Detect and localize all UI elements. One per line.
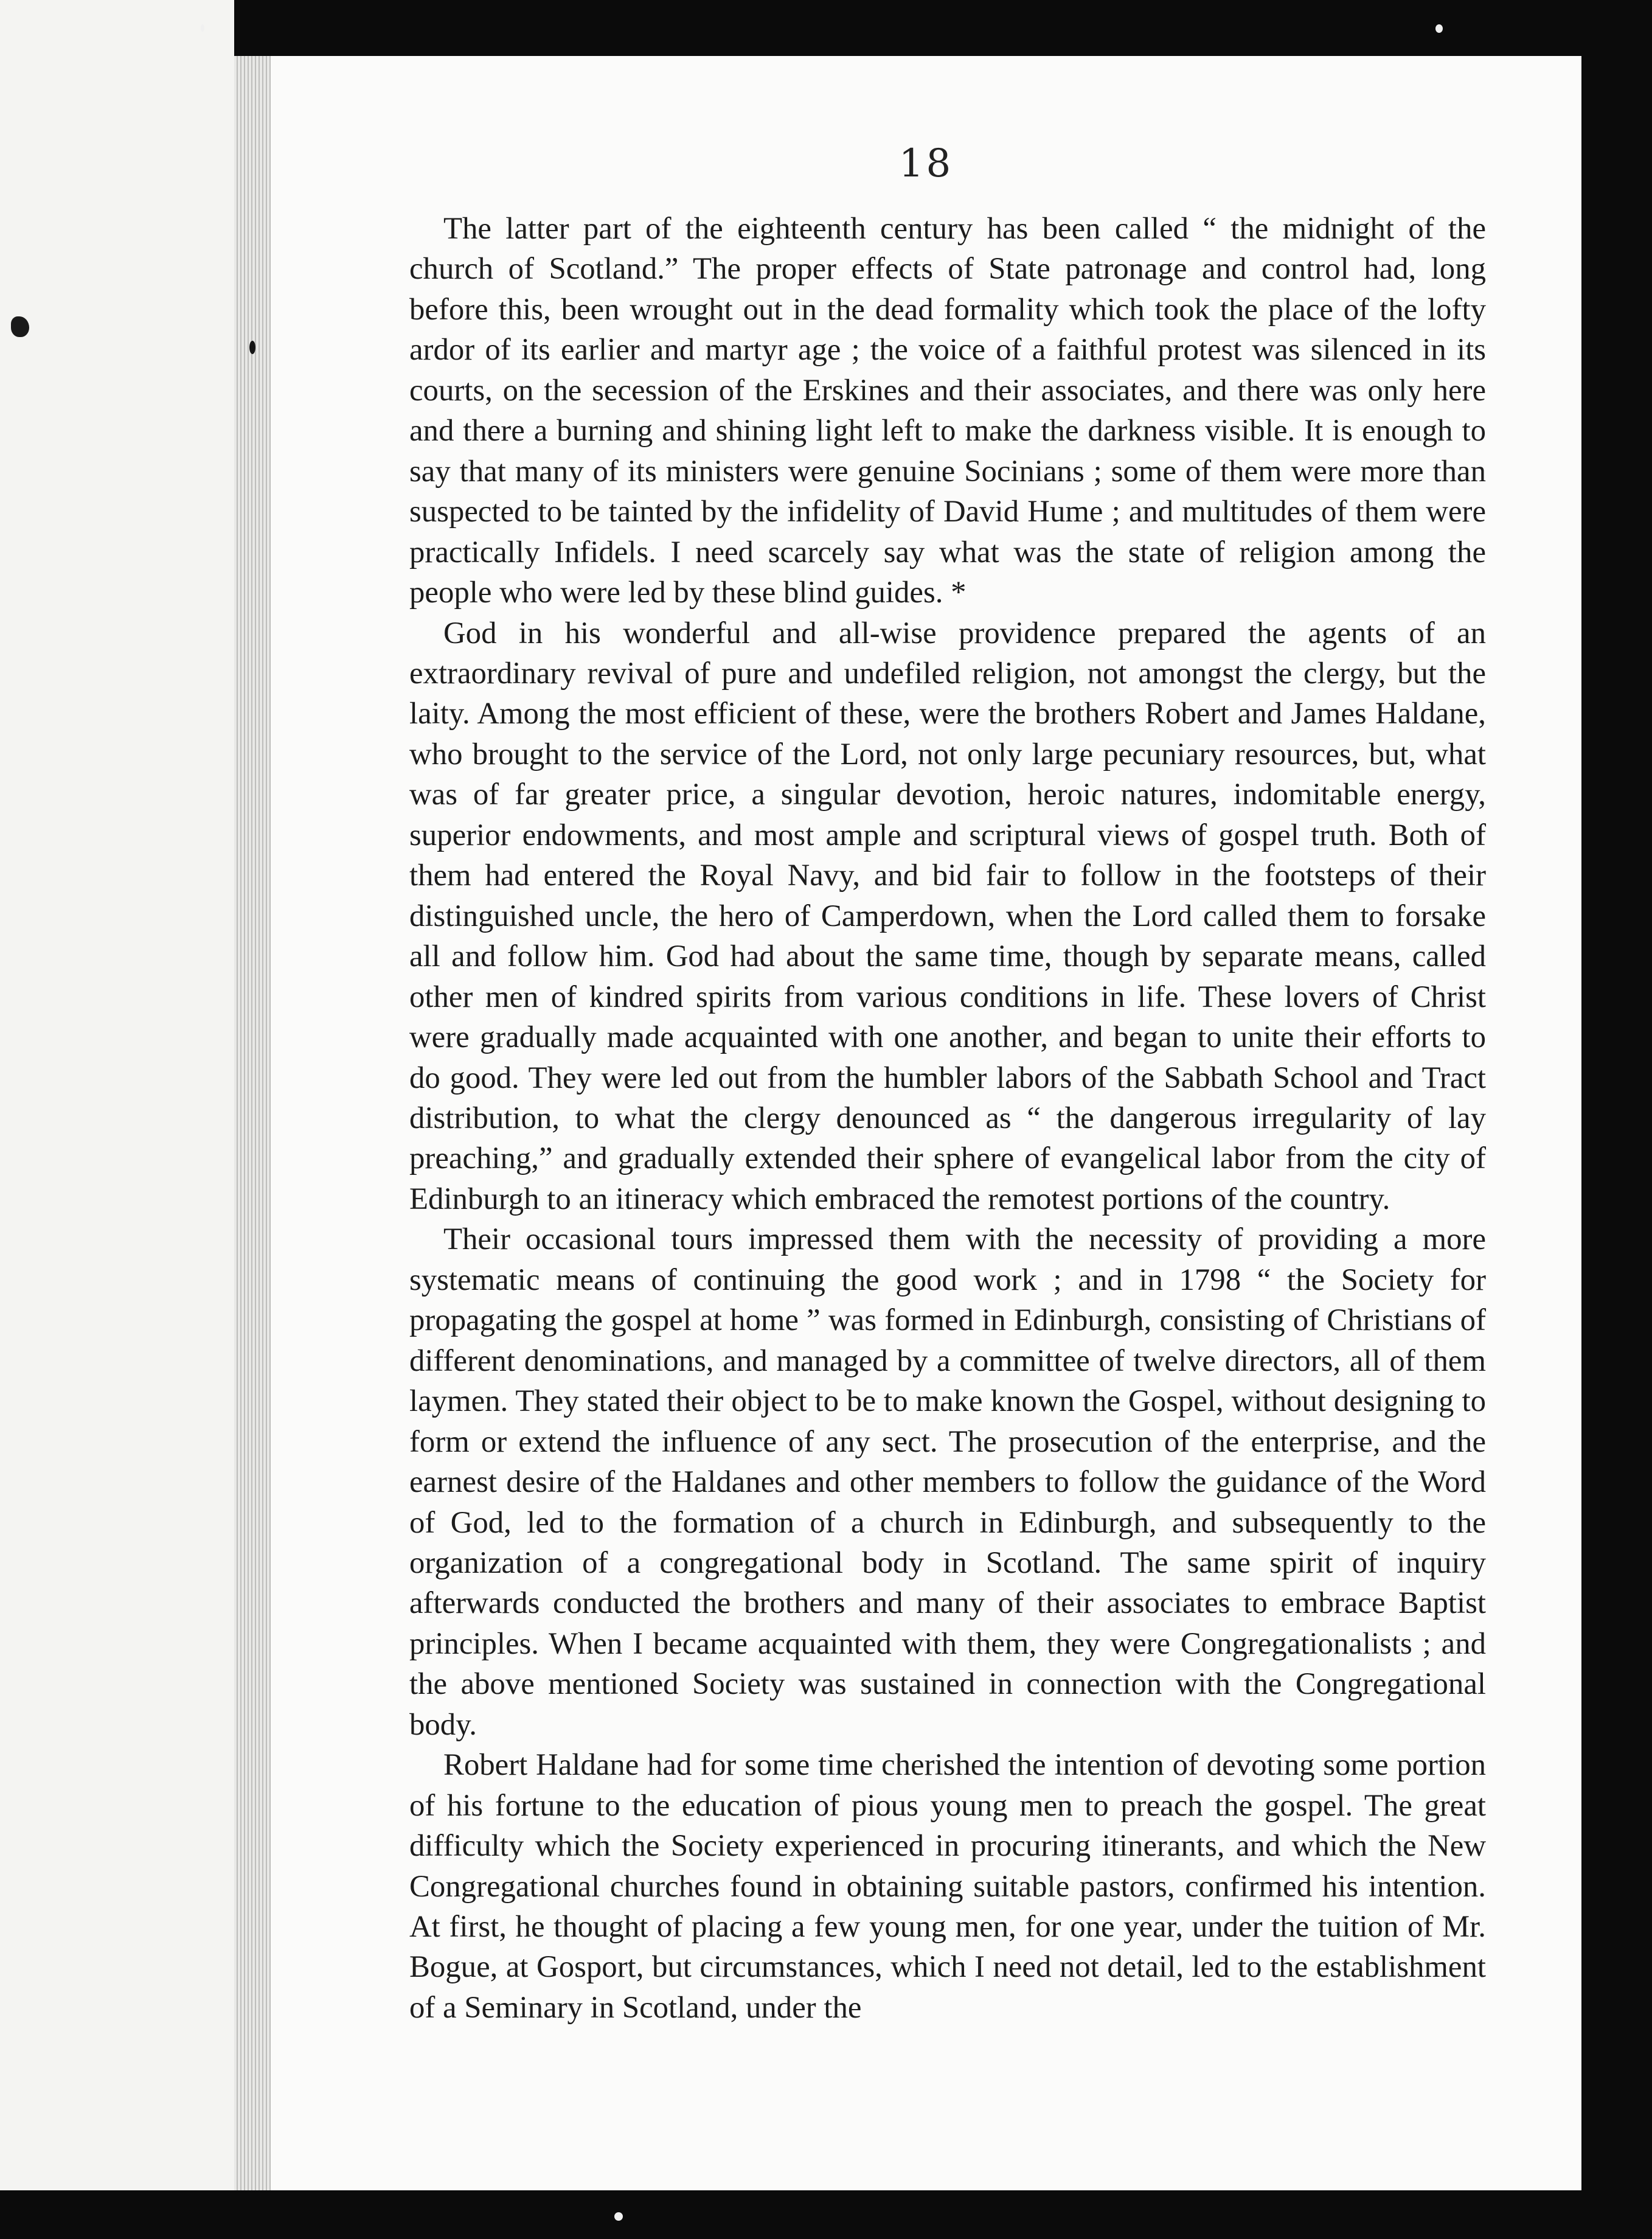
scan-speck xyxy=(11,316,29,337)
book-page xyxy=(271,56,1581,2190)
paragraph: Robert Haldane had for some time cherished the intention of devoting some portion of his fortune to the education of pious young men to preach the gospel. The great difficulty which the Society experienced in procuring itinerants, and which the New Congregational churches found in obtaining suitable pastors, confirmed his intention. At first, he thought of placing a few young men, for one year, under the tuition of Mr. Bogue, at Gosport, but circumstances, which I need not detail, led to the establishment of a Seminary in Scotland, under the xyxy=(409,1747,1486,2024)
paragraph: God in his wonderful and all-wise providence prepared the agents of an extraordinary revival of pure and undefiled religion, not amongst the clergy, but the laity. Among the most efficient of these, were the brothers Robert and James Haldane, who brought to the service of the Lord, not only large pecuniary resources, but, what was of far greater price, a singular devotion, heroic natures, indomitable energy, superior endowments, and most ample and scriptural views of gospel truth. Both of them had entered the Royal Navy, and bid fair to follow in the footsteps of their distinguished uncle, the hero of Camperdown, when the Lord called them to forsake all and follow him. God had about the same time, though by separate means, called other men of kindred spirits from various conditions in life. These lovers of Christ were gradually made acquainted with one another, and began to unite their efforts to do good. They were led out from the humbler labors of the Sabbath School and Tract distribution, to what the clergy denounced as “ the dangerous irregularity of lay preaching,” and gradually extended their sphere of evangelical labor from the city of Edinburgh to an itineracy which embraced the remotest portions of the country. xyxy=(409,615,1486,1216)
page-number: 18 xyxy=(898,141,954,186)
page-stack-edges xyxy=(234,56,271,2190)
scan-bottom-border xyxy=(0,2190,1652,2239)
body-text xyxy=(409,208,1486,2027)
scan-top-border xyxy=(0,0,1652,56)
scan-speck xyxy=(201,24,204,32)
scan-speck xyxy=(249,341,255,354)
scan-speck xyxy=(1435,24,1443,33)
scan-left-margin xyxy=(0,0,234,2239)
scan-right-border xyxy=(1581,56,1652,2190)
paragraph: Their occasional tours impressed them with the necessity of providing a more systematic means of continuing the good work ; and in 1798 “ the Society for propagating the gospel at home ” was formed in Edinburgh, consisting of Christians of different denominations, and managed by a committee of twelve directors, all of them laymen. They stated their object to be to make known the Gospel, without designing to form or extend the influence of any sect. The prosecution of the enterprise, and the earnest desire of the Haldanes and other members to follow the guidance of the Word of God, led to the formation of a church in Edinburgh, and subsequently to the organization of a congregational body in Scotland. The same spirit of inquiry afterwards conducted the brothers and many of their associates to embrace Baptist principles. When I became acquainted with them, they were Congregationalists ; and the above mentioned Society was sustained in connection with the Congregational body. xyxy=(409,1222,1486,1741)
paragraph: The latter part of the eighteenth century has been called “ the midnight of the church of Scotland.” The proper effects of State patronage and control had, long before this, been wrought out in the dead formality which took the place of the lofty ardor of its earlier and martyr age ; the voice of a faithful protest was silenced in its courts, on the secession of the Erskines and their associates, and there was only here and there a burning and shining light left to make the darkness visible. It is enough to say that many of its ministers were genuine Socinians ; some of them were more than suspected to be tainted by the infidelity of David Hume ; and multitudes of them were practically Infidels. I need scarcely say what was the state of religion among the people who were led by these blind guides. * xyxy=(409,211,1486,610)
scan-speck xyxy=(614,2212,623,2221)
